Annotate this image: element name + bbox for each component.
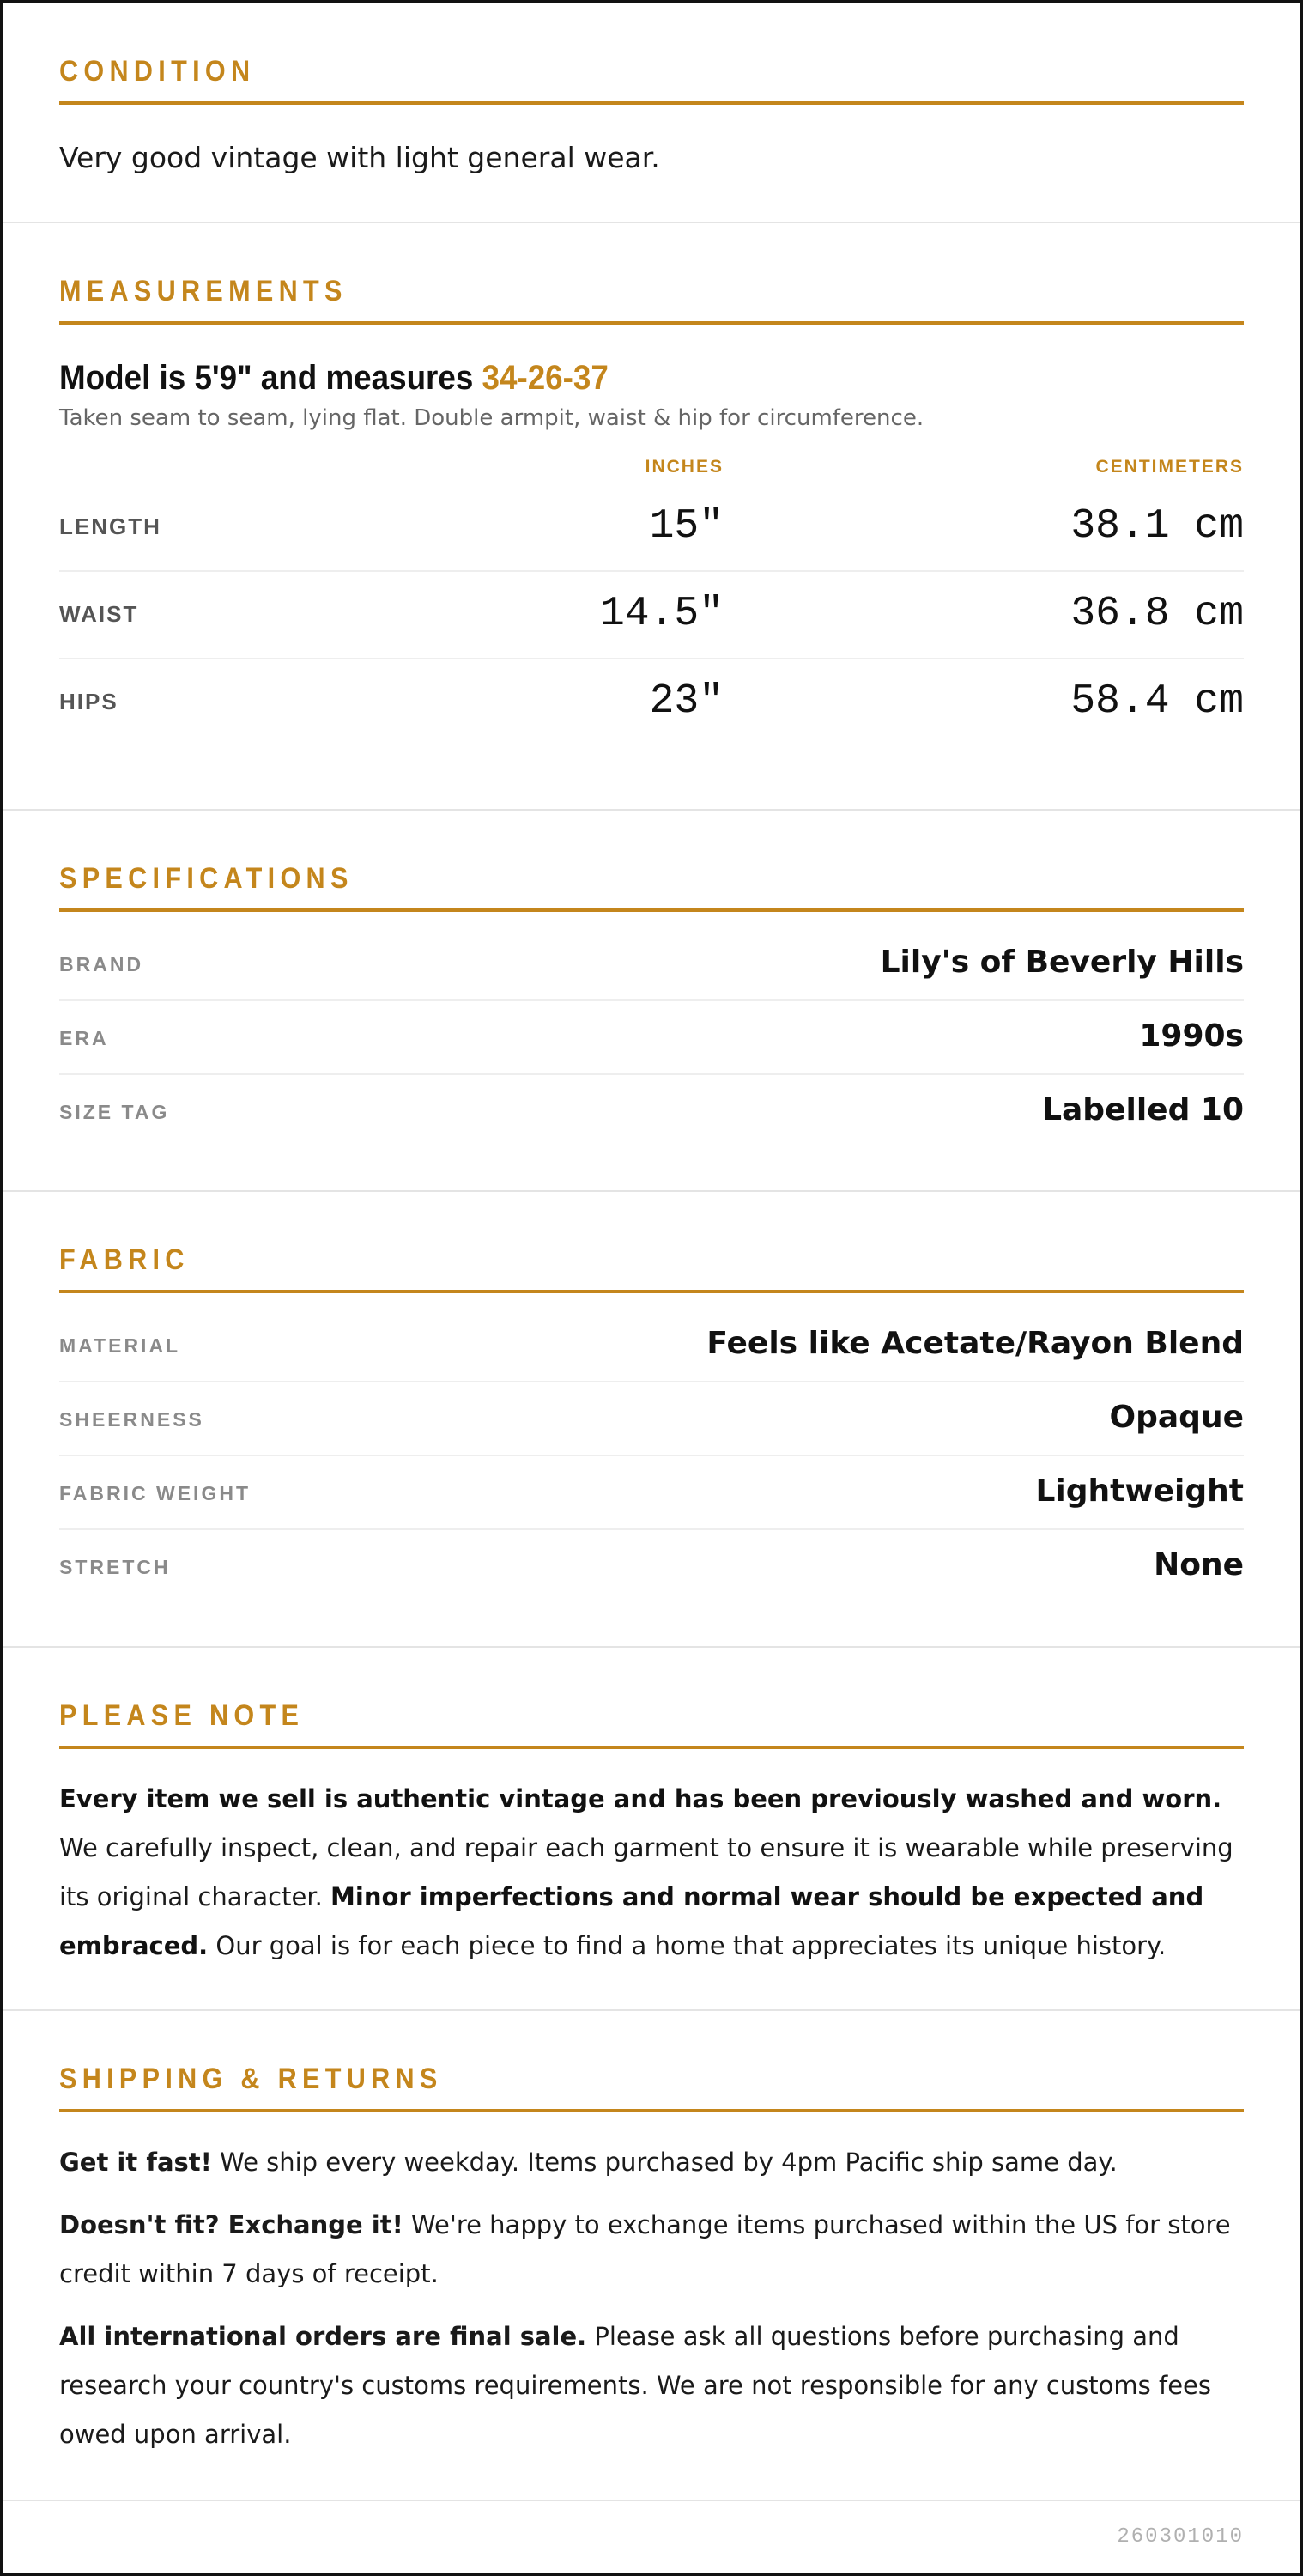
please-note-text [59, 1775, 1244, 1971]
specifications-section [3, 811, 1300, 1192]
model-measurements-stats: 34-26-37 [482, 359, 609, 397]
fabric-heading: FABRIC [59, 1243, 190, 1276]
shipping-paragraph-exchange [59, 2201, 1244, 2299]
fabric-value: Feels like Acetate/Rayon Blend [706, 1326, 1244, 1361]
inches-column-header: INCHES [645, 457, 724, 477]
shipping-paragraph-international [59, 2312, 1244, 2459]
fabric-section [3, 1192, 1300, 1648]
shipping-returns-body [59, 2138, 1244, 2459]
model-measurements-prefix: Model is 5'9" and measures [59, 359, 482, 397]
spec-label: ERA [59, 1027, 109, 1049]
fabric-label: STRETCH [59, 1556, 171, 1578]
measurement-row-waist [59, 572, 1244, 659]
measurement-cm-value: 38.1 cm [1070, 503, 1244, 550]
measurement-inches-value: 15" [649, 503, 724, 550]
measurement-row-hips [59, 659, 1244, 745]
measurement-label: WAIST [59, 601, 139, 627]
shipping-bold: Get it fast! [59, 2148, 212, 2177]
fabric-divider [59, 1290, 1244, 1293]
measurements-divider [59, 321, 1244, 325]
specifications-divider [59, 908, 1244, 912]
spec-value: Labelled 10 [1042, 1092, 1244, 1127]
footer [3, 2501, 1300, 2570]
measurements-heading: MEASUREMENTS [59, 275, 348, 307]
measurement-label: HIPS [59, 689, 118, 714]
measurement-row-length [59, 484, 1244, 572]
shipping-returns-section [3, 2011, 1300, 2501]
fabric-row-weight [59, 1456, 1244, 1530]
please-note-bold-1: Every item we sell is authentic vintage and has been previously washed and worn. [59, 1784, 1222, 1814]
measurement-inches-value: 14.5" [599, 591, 724, 637]
measurements-table-header [59, 457, 1244, 484]
measurement-method-note: Taken seam to seam, lying flat. Double armpit, waist & hip for circumference. [59, 405, 924, 431]
please-note-text-1: We carefully inspect, clean, and repair each garment to ensure it is wearable while preserving its original character. [59, 1833, 1233, 1911]
spec-label: BRAND [59, 953, 144, 975]
condition-text: Very good vintage with light general wear. [59, 141, 660, 174]
shipping-text: We ship every weekday. Items purchased by 4pm Pacific ship same day. [211, 2148, 1118, 2177]
fabric-list [59, 1309, 1244, 1602]
measurement-cm-value: 58.4 cm [1070, 678, 1244, 725]
shipping-paragraph-fast [59, 2138, 1244, 2187]
please-note-section [3, 1648, 1300, 2011]
fabric-row-material [59, 1309, 1244, 1382]
condition-section [3, 3, 1300, 223]
please-note-text-2: Our goal is for each piece to find a home that appreciates its unique history. [208, 1931, 1167, 1960]
fabric-label: SHEERNESS [59, 1408, 204, 1431]
spec-label: SIZE TAG [59, 1101, 170, 1123]
shipping-bold: All international orders are final sale. [59, 2322, 587, 2351]
spec-row-brand [59, 927, 1244, 1001]
fabric-row-sheerness [59, 1382, 1244, 1456]
condition-heading: CONDITION [59, 55, 256, 88]
spec-value: Lily's of Beverly Hills [880, 945, 1244, 980]
measurement-cm-value: 36.8 cm [1070, 591, 1244, 637]
measurement-inches-value: 23" [649, 678, 724, 725]
shipping-text: Please ask all questions before purchasing and research your country's customs requirements. We are not responsible for any customs fees owed upon arrival. [59, 2322, 1211, 2449]
shipping-returns-divider [59, 2109, 1244, 2112]
spec-row-era [59, 1001, 1244, 1075]
shipping-text: We're happy to exchange items purchased within the US for store credit within 7 days of receipt. [59, 2210, 1231, 2288]
centimeters-column-header: CENTIMETERS [1095, 457, 1244, 477]
fabric-row-stretch [59, 1530, 1244, 1602]
please-note-divider [59, 1746, 1244, 1749]
fabric-value: None [1154, 1547, 1244, 1583]
fabric-value: Opaque [1109, 1400, 1244, 1435]
fabric-label: MATERIAL [59, 1334, 181, 1357]
model-measurements [59, 357, 1149, 398]
shipping-returns-heading: SHIPPING & RETURNS [59, 2063, 443, 2095]
specifications-heading: SPECIFICATIONS [59, 862, 354, 895]
measurements-section [3, 223, 1300, 811]
shipping-bold: Doesn't fit? Exchange it! [59, 2210, 403, 2239]
please-note-bold-2: Minor imperfections and normal wear should be expected and embraced. [59, 1882, 1204, 1960]
fabric-label: FABRIC WEIGHT [59, 1482, 251, 1504]
product-sku: 260301010 [1117, 2525, 1244, 2549]
spec-row-size-tag [59, 1075, 1244, 1147]
please-note-heading: PLEASE NOTE [59, 1699, 305, 1732]
measurement-label: LENGTH [59, 513, 161, 539]
specifications-list [59, 927, 1244, 1147]
spec-value: 1990s [1139, 1018, 1244, 1054]
fabric-value: Lightweight [1035, 1473, 1244, 1509]
condition-divider [59, 101, 1244, 105]
